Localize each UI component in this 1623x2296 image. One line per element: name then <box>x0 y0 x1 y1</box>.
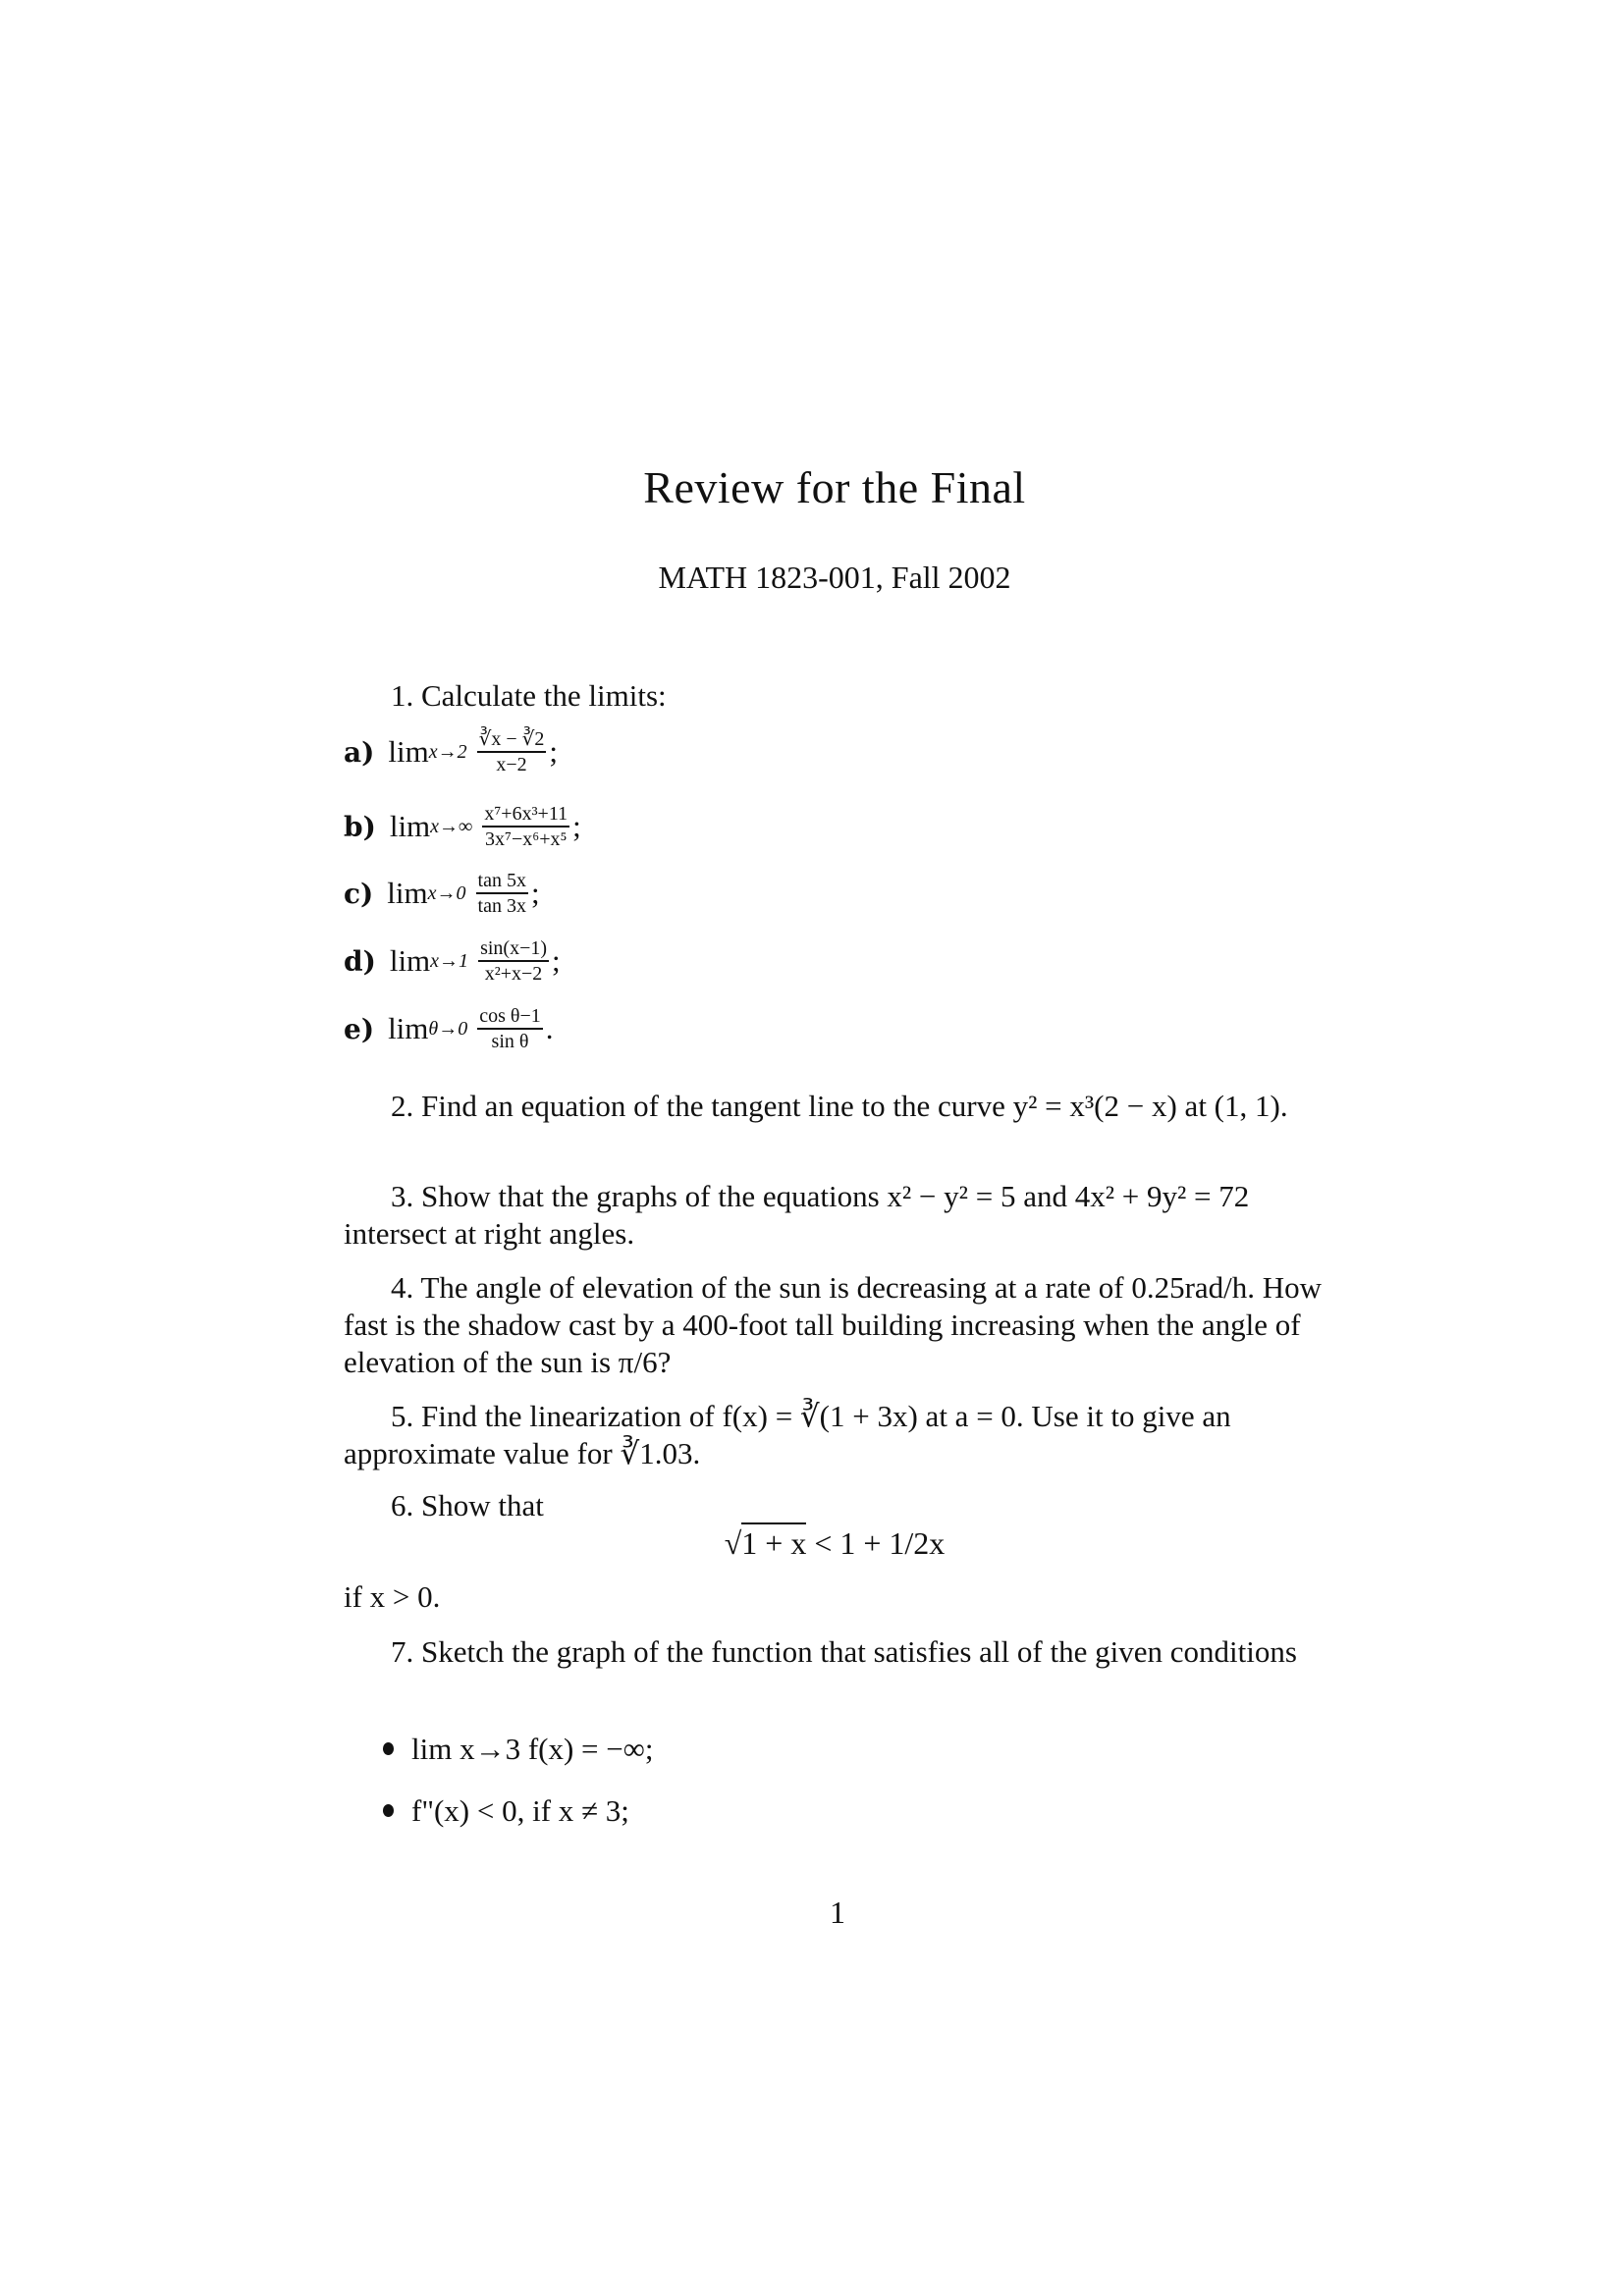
condition-text: lim x→3 f(x) = −∞; <box>411 1732 654 1766</box>
page-title: Review for the Final <box>643 462 1026 512</box>
item-label: e) <box>344 1012 375 1045</box>
problem-5: 5. Find the linearization of f(x) = ∛(1 + 3x) at a = 0. Use it to give an approximate value for ∛1.03. <box>344 1399 1231 1470</box>
lim-text: lim <box>387 876 428 910</box>
problem-2: 2. Find an equation of the tangent line to the curve y² = x³(2 − x) at (1, 1). <box>391 1089 1288 1123</box>
denominator: sin θ <box>491 1031 529 1052</box>
course-subtitle: MATH 1823-001, Fall 2002 <box>658 560 1011 595</box>
numerator: cos θ−1 <box>477 1005 543 1030</box>
lim-text: lim <box>388 734 429 769</box>
numerator: sin(x−1) <box>478 937 549 962</box>
inequality-equation: √1 + x < 1 + 1/2x <box>0 1525 1623 1562</box>
fraction <box>477 728 547 775</box>
lim-subscript: x→0 <box>427 881 466 904</box>
radicand: 1 + x <box>741 1522 806 1561</box>
lim-text: lim <box>389 809 431 843</box>
condition-bullet <box>383 1732 654 1767</box>
bullet-icon <box>383 1742 394 1755</box>
limit-c <box>344 870 540 917</box>
fraction <box>482 803 569 850</box>
page-number: 1 <box>830 1895 845 1930</box>
problem-1-intro: 1. Calculate the limits: <box>391 678 667 713</box>
limit-d <box>344 937 561 985</box>
denominator: x²+x−2 <box>484 963 543 985</box>
item-label: b) <box>344 810 376 843</box>
fraction <box>476 870 528 917</box>
lim-subscript: θ→0 <box>428 1017 468 1040</box>
lim-text: lim <box>389 943 431 978</box>
numerator: tan 5x <box>476 870 528 894</box>
fraction <box>478 937 549 985</box>
denominator: tan 3x <box>477 895 526 917</box>
terminator: ; <box>530 876 540 910</box>
problem-6-intro: 6. Show that <box>391 1488 544 1522</box>
denominator: x−2 <box>496 754 527 775</box>
problem-6-condition: if x > 0. <box>344 1579 441 1614</box>
lim-subscript: x→2 <box>428 740 467 763</box>
terminator: . <box>545 1011 554 1045</box>
bullet-icon <box>383 1804 394 1817</box>
limit-a <box>344 728 558 775</box>
lim-subscript: x→1 <box>430 949 469 972</box>
problem-7-intro: 7. Sketch the graph of the function that satisfies all of the given conditions <box>391 1634 1297 1669</box>
problem-3: 3. Show that the graphs of the equations x² − y² = 5 and 4x² + 9y² = 72 intersect at right angles. <box>344 1179 1250 1251</box>
terminator: ; <box>552 943 561 978</box>
item-label: a) <box>344 735 375 769</box>
condition-text: f"(x) < 0, if x ≠ 3; <box>411 1793 629 1828</box>
numerator: ∛x − ∛2 <box>477 728 547 753</box>
item-label: d) <box>344 944 376 978</box>
problem-4: 4. The angle of elevation of the sun is decreasing at a rate of 0.25rad/h. How fast is the shadow cast by a 400-foot tall building increasing when the angle of elevation of the sun is π/6? <box>344 1270 1323 1379</box>
item-label: c) <box>344 877 374 910</box>
lim-subscript: x→∞ <box>430 815 473 837</box>
limit-b <box>344 803 581 850</box>
terminator: ; <box>549 734 559 769</box>
fraction <box>477 1005 543 1052</box>
condition-bullet <box>383 1793 629 1829</box>
terminator: ; <box>572 809 581 843</box>
inequality-rhs: < 1 + 1/2x <box>806 1525 946 1561</box>
denominator: 3x⁷−x⁶+x⁵ <box>484 828 568 850</box>
lim-text: lim <box>388 1011 429 1045</box>
limit-e <box>344 1005 554 1052</box>
numerator: x⁷+6x³+11 <box>482 803 569 828</box>
